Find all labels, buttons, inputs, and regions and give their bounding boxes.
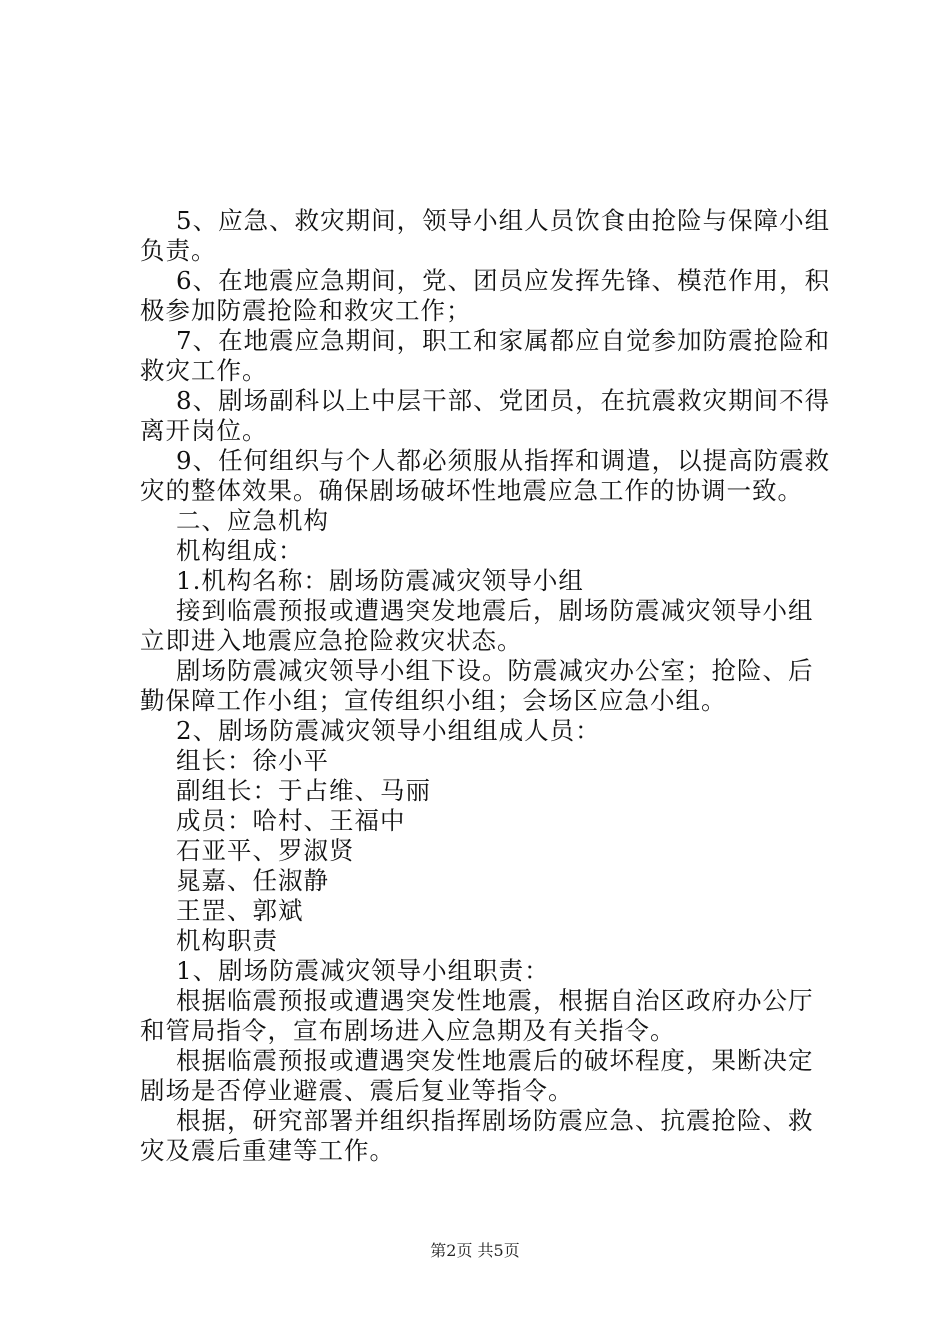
text-line: 机构职责	[176, 926, 278, 955]
text-line: 石亚平、罗淑贤	[176, 836, 355, 865]
document-body	[140, 206, 840, 1166]
text-line: 立即进入地震应急抢险救灾状态。	[140, 626, 523, 655]
text-line: 剧场防震减灾领导小组下设。防震减灾办公室；抢险、后	[176, 656, 814, 685]
text-line: 剧场是否停业避震、震后复业等指令。	[140, 1076, 574, 1105]
text-line: 王罡、郭斌	[176, 896, 304, 925]
text-line: 灾的整体效果。确保剧场破坏性地震应急工作的协调一致。	[140, 476, 803, 505]
text-line: 和管局指令，宣布剧场进入应急期及有关指令。	[140, 1016, 676, 1045]
text-line: 根据临震预报或遭遇突发性地震，根据自治区政府办公厅	[176, 986, 814, 1015]
text-line: 根据临震预报或遭遇突发性地震后的破坏程度，果断决定	[176, 1046, 814, 1075]
text-line: 1、剧场防震减灾领导小组职责：	[176, 956, 550, 985]
text-line: 1.机构名称：剧场防震减灾领导小组	[176, 566, 584, 595]
text-line: 7、在地震应急期间，职工和家属都应自觉参加防震抢险和	[176, 326, 831, 355]
text-line: 成员：哈村、王福中	[176, 806, 406, 835]
text-line: 机构组成：	[176, 536, 304, 565]
text-line: 勤保障工作小组；宣传组织小组；会场区应急小组。	[140, 686, 727, 715]
page-footer	[0, 1241, 950, 1261]
text-line: 负责。	[140, 236, 217, 265]
page-indicator: 第2页 共5页	[430, 1241, 520, 1260]
text-line: 晁嘉、任淑静	[176, 866, 329, 895]
text-line: 接到临震预报或遭遇突发地震后，剧场防震减灾领导小组	[176, 596, 814, 625]
text-line: 8、剧场副科以上中层干部、党团员，在抗震救灾期间不得	[176, 386, 831, 415]
text-line: 根据，研究部署并组织指挥剧场防震应急、抗震抢险、救	[176, 1106, 814, 1135]
text-line: 副组长：于占维、马丽	[176, 776, 431, 805]
text-line: 9、任何组织与个人都必须服从指挥和调遣，以提高防震救	[176, 446, 831, 475]
text-line: 5、应急、救灾期间，领导小组人员饮食由抢险与保障小组	[176, 206, 831, 235]
text-line: 6、在地震应急期间，党、团员应发挥先锋、模范作用，积	[176, 266, 831, 295]
text-line: 组长：徐小平	[176, 746, 329, 775]
section-heading: 二、应急机构	[176, 506, 329, 535]
text-line: 极参加防震抢险和救灾工作；	[140, 296, 472, 325]
text-line: 离开岗位。	[140, 416, 268, 445]
text-line: 灾及震后重建等工作。	[140, 1136, 395, 1165]
text-line: 2、剧场防震减灾领导小组组成人员：	[176, 716, 601, 745]
text-line: 救灾工作。	[140, 356, 268, 385]
